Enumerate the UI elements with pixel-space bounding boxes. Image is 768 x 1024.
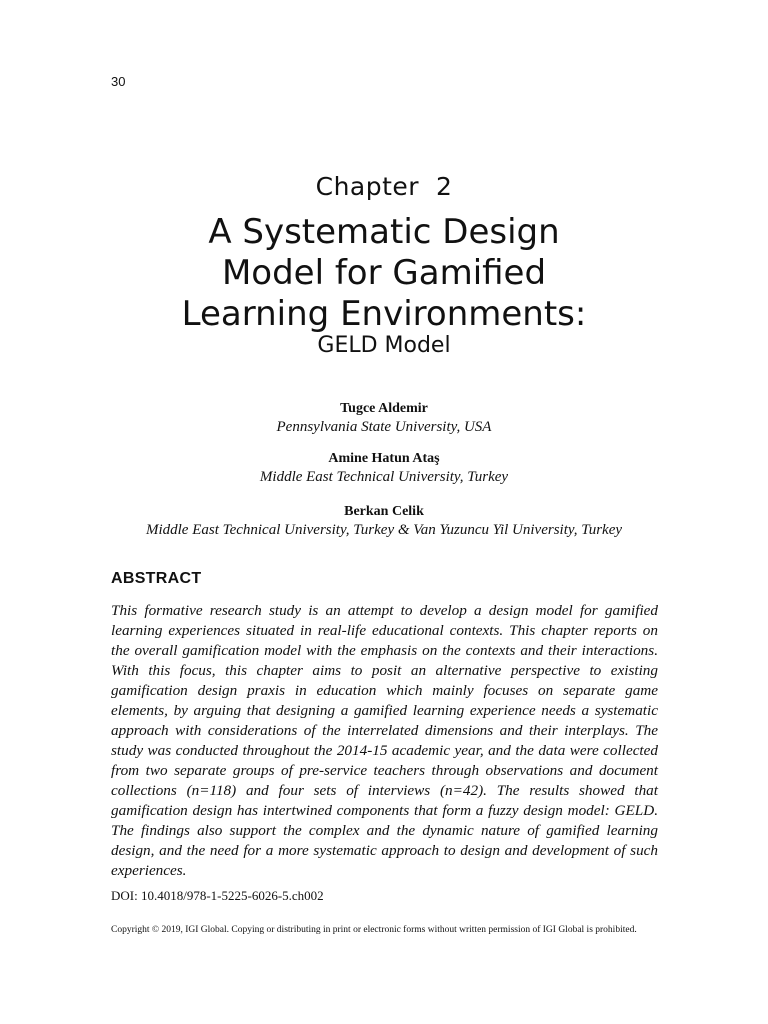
doi-text: DOI: 10.4018/978-1-5225-6026-5.ch002	[111, 888, 324, 903]
author-block-3	[0, 503, 768, 540]
chapter-subtitle: GELD Model	[317, 333, 451, 358]
abstract-body: This formative research study is an attempt to develop a design model for gamified learning experiences situated in real-life educational contexts. This chapter reports on the overall gamification model with the emphasis on the contexts and their interactions. With this focus, this chapter aims to posit an alternative perspective to existing gamification design praxis in education which mainly focuses on separate game elements, by arguing that designing a gamified learning experience needs a systematic approach with considerations of the interrelated dimensions and their interplays. The study was conducted throughout the 2014-15 academic year, and the data were collected from two separate groups of pre-service teachers through observations and document collections (n=118) and four sets of interviews (n=42). The results showed that gamification design has intertwined components that form a fuzzy design model: GELD. The findings also support the complex and the dynamic nature of gamified learning design, and the need for a more systematic approach to design and development of such experiences.	[111, 602, 658, 879]
author-block-1	[0, 400, 768, 437]
page-number: 30	[111, 74, 126, 89]
author-name: Amine Hatun Ataş	[328, 451, 440, 466]
chapter-label: Chapter 2	[315, 172, 453, 201]
author-name: Tugce Aldemir	[340, 401, 428, 416]
author-block-2	[0, 450, 768, 487]
author-affiliation: Middle East Technical University, Turkey & Van Yuzuncu Yil University, Turkey	[145, 522, 623, 538]
chapter-title-line-2: Model for Gamified	[221, 253, 547, 293]
author-affiliation: Middle East Technical University, Turkey	[259, 469, 509, 485]
chapter-title-line-3: Learning Environments:	[181, 294, 587, 334]
chapter-title	[0, 212, 768, 335]
copyright-notice: Copyright © 2019, IGI Global. Copying or distributing in print or electronic forms without written permission of IGI Global is prohibited.	[111, 925, 637, 935]
author-affiliation: Pennsylvania State University, USA	[276, 419, 492, 435]
author-name: Berkan Celik	[344, 504, 424, 519]
abstract-heading: ABSTRACT	[111, 570, 202, 587]
chapter-title-line-1: A Systematic Design	[208, 212, 560, 252]
